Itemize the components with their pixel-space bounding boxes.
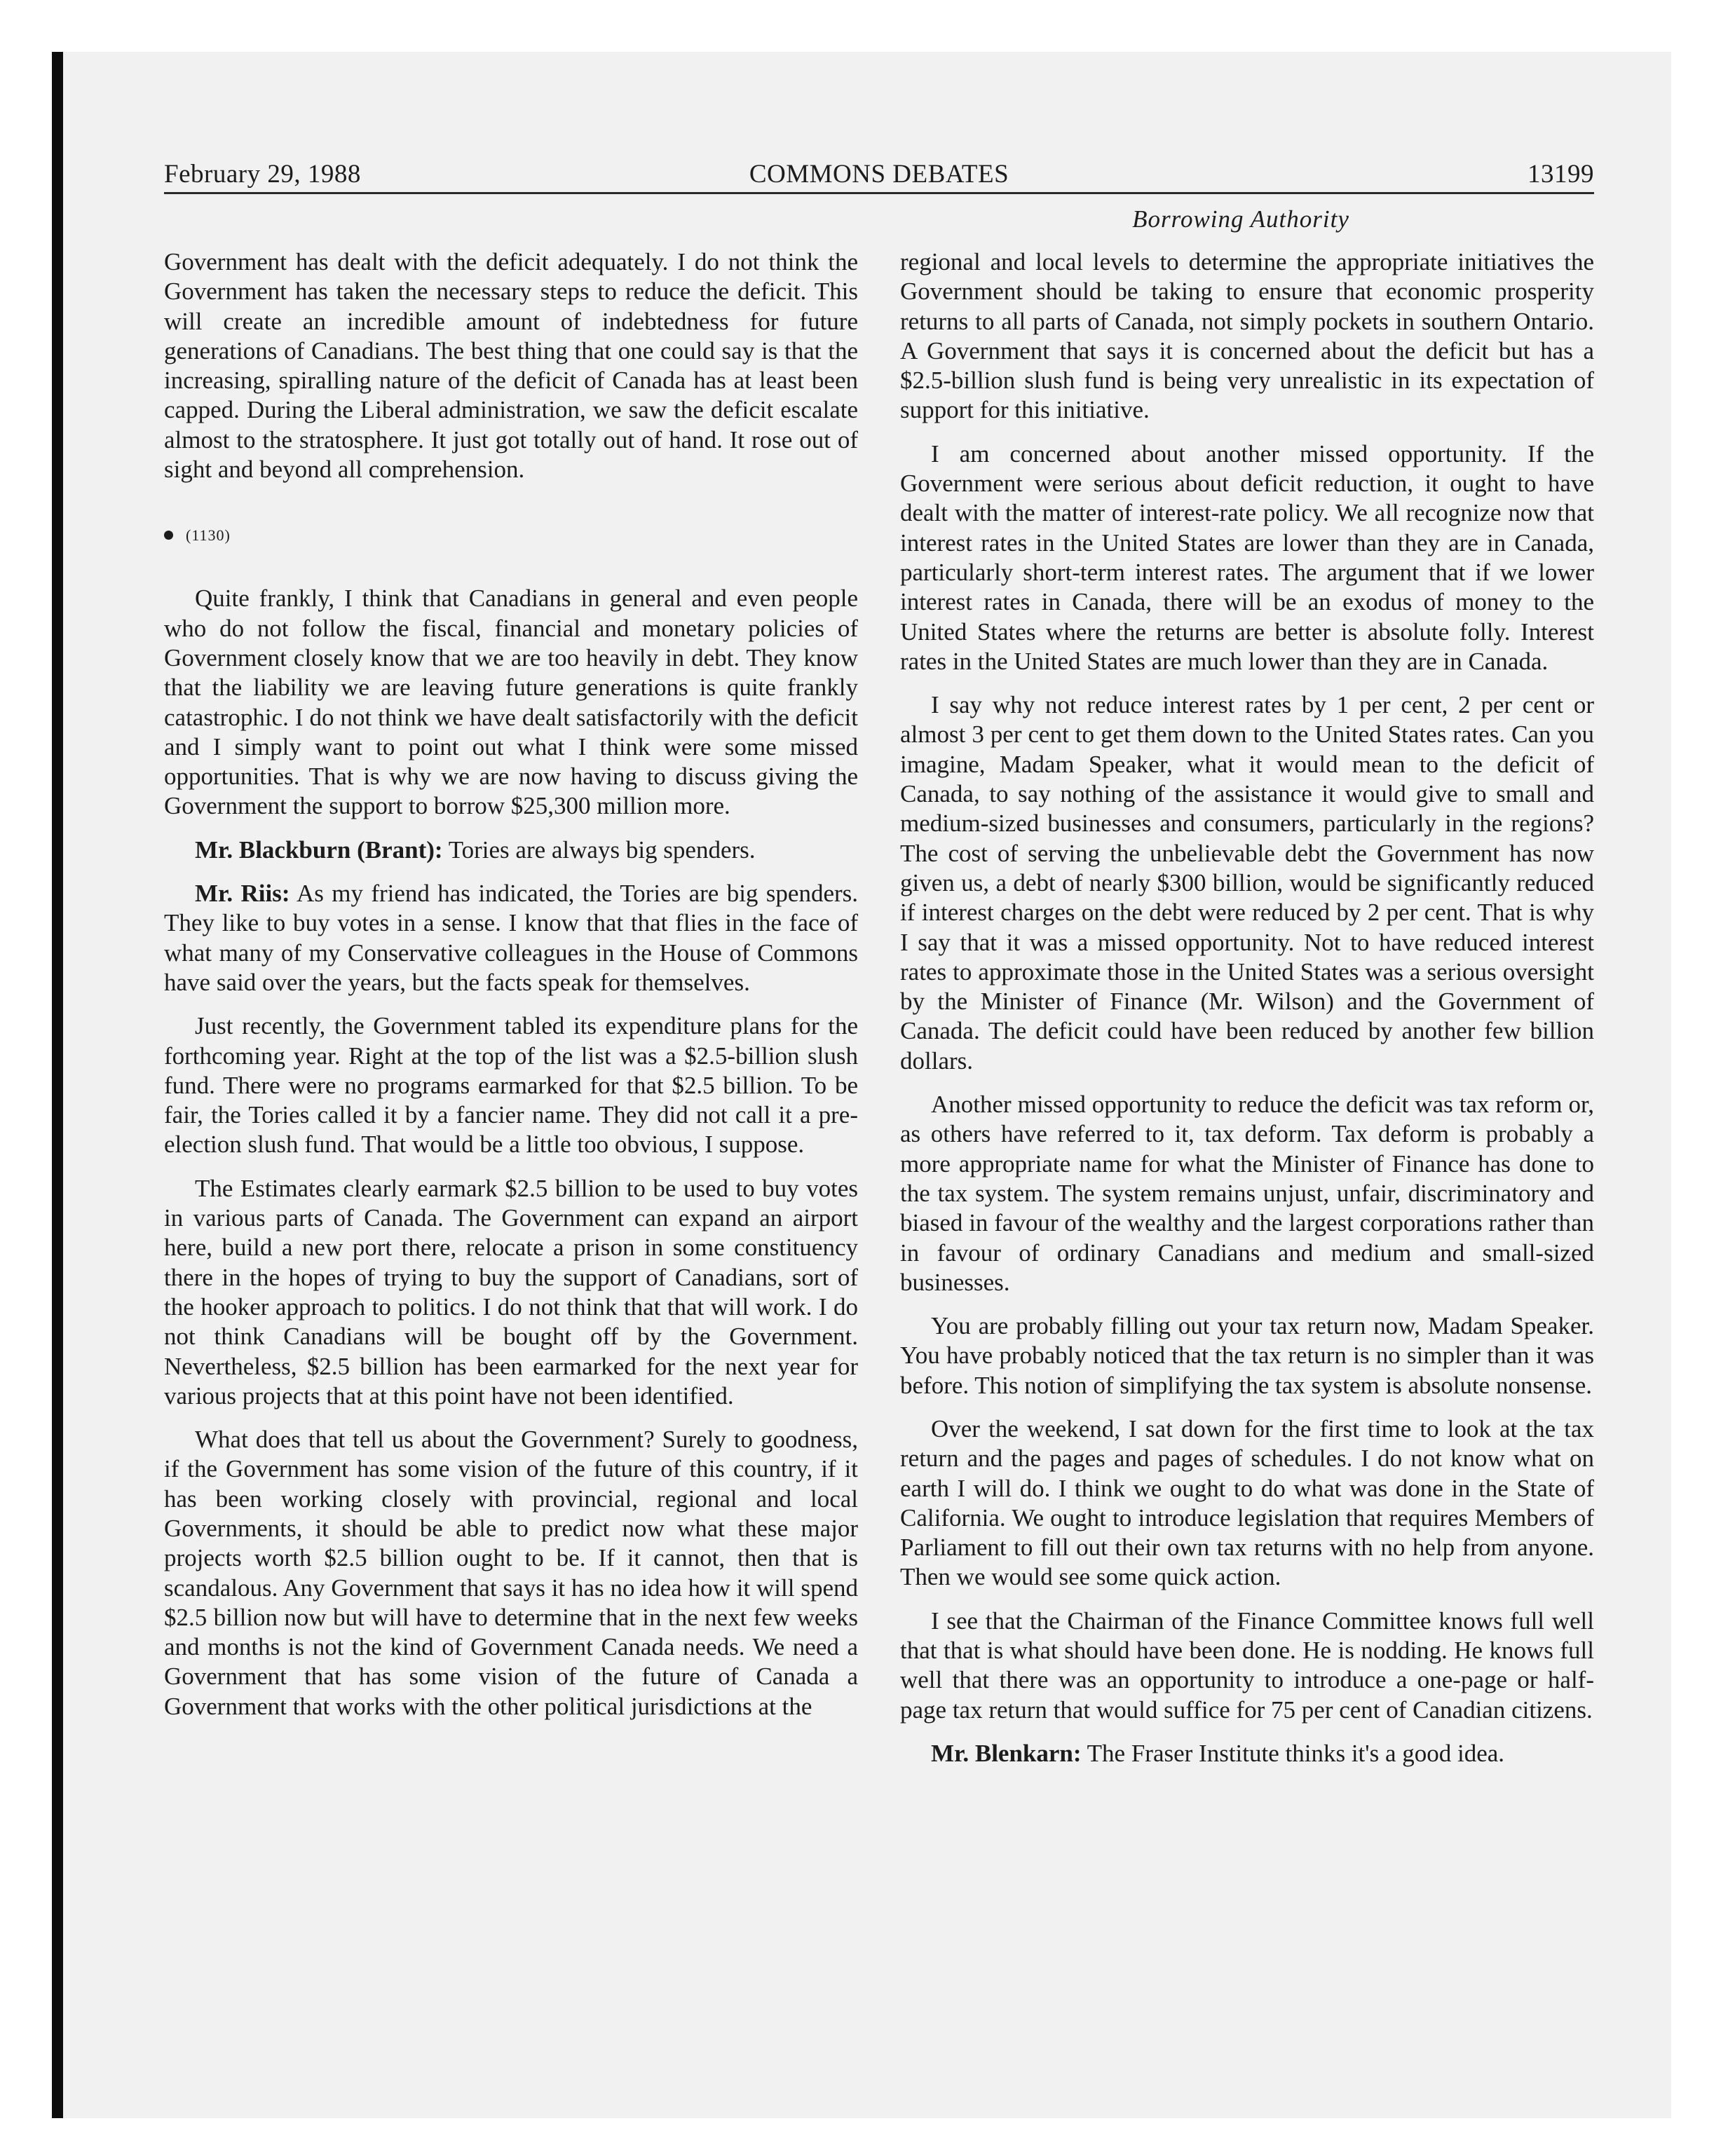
speech-text: Tories are always big spenders. <box>442 835 756 864</box>
header-publication: COMMONS DEBATES <box>749 160 1009 189</box>
paragraph: Government has dealt with the deficit adequately. I do not think the Government has taken the necessary steps to reduce the deficit. This will create an incredible amount of indebtedness for future generations of Canadians. The best thing that one could say is that the increasing, spiralling nature of the deficit of Canada has at least been capped. During the Liberal administration, we saw the deficit escalate almost to the stratosphere. It just got totally out of hand. It rose out of sight and beyond all comprehension. <box>164 248 858 484</box>
header-date: February 29, 1988 <box>164 160 361 189</box>
paragraph: Quite frankly, I think that Canadians in general and even people who do not follow the fiscal, financial and monetary policies of Government closely know that we are too heavily in debt. They know that the liability we are leaving future generations is quite frankly catastrophic. I do not think we have dealt satisfactorily with the deficit and I simply want to point out what I think were some missed opportunities. That is why we are now having to discuss giving the Government the support to borrow $25,300 million more. <box>164 585 858 820</box>
paragraph: The Estimates clearly earmark $2.5 billion to be used to buy votes in various parts of Canada. The Government can expand an airport here, build a new port there, relocate a prison in some constituency there in the hopes of trying to buy the support of Canadians, sort of the hooker approach to politics. I do not think that that will work. I do not think Canadians will be bought off by the Government. Nevertheless, $2.5 billion has been earmarked for the next year for various projects that at this point have not been identified. <box>164 1174 858 1410</box>
header-page-number: 13199 <box>1528 160 1594 189</box>
running-head: Borrowing Authority <box>1132 205 1349 233</box>
time-marker-text: (1130) <box>186 526 231 545</box>
speech-paragraph <box>900 1739 1594 1768</box>
paragraph: You are probably filling out your tax return now, Madam Speaker. You have probably noticed that the tax return is no simpler than it was before. This notion of simplifying the tax system is absolute nonsense. <box>900 1312 1594 1399</box>
paragraph: What does that tell us about the Government? Surely to goodness, if the Government has some vision of the future of this country, if it has been working closely with provincial, regional and local Governments, it should be able to predict now what these major projects worth $2.5 billion ought to be. If it cannot, then that is scandalous. Any Government that says it has no idea how it will spend $2.5 billion now but will have to determine that in the next few weeks and months is not the kind of Government Canada needs. We need a Government that has some vision of the future of Canada a Government that works with the other political jurisdictions at the <box>164 1426 858 1720</box>
left-column <box>164 247 858 1721</box>
binding-edge <box>52 52 63 2118</box>
paragraph: I say why not reduce interest rates by 1 per cent, 2 per cent or almost 3 per cent to get them down to the United States rates. Can you imagine, Madam Speaker, what it would mean to the deficit of Canada, to say nothing of the assistance it would give to small and medium-sized businesses and consumers, particularly in the regions? The cost of serving the unbelievable debt the Government has now given us, a debt of nearly $300 billion, would be significantly reduced if interest charges on the debt were reduced by 2 per cent. That is why I say that it was a missed opportunity. Not to have reduced interest rates to approximate those in the United States was a serious oversight by the Minister of Finance (Mr. Wilson) and the Government of Canada. The deficit could have been reduced by another few billion dollars. <box>900 691 1594 1074</box>
page-header <box>164 157 1594 192</box>
paragraph: I see that the Chairman of the Finance Committee knows full well that that is what should have been done. He is nodding. He knows full well that there was an opportunity to introduce a one-page or half-page tax return that would suffice for 75 per cent of Canadian citizens. <box>900 1606 1594 1724</box>
bullet-icon <box>164 531 173 540</box>
speech-paragraph <box>164 879 858 997</box>
right-column <box>900 247 1594 1768</box>
header-rule <box>164 192 1594 194</box>
speaker-name: Mr. Blenkarn: <box>931 1739 1082 1767</box>
paragraph: Over the weekend, I sat down for the first time to look at the tax return and the pages and pages of schedules. I do not know what on earth I will do. I think we ought to do what was done in the State of California. We ought to introduce legislation that requires Members of Parliament to fill out their own tax returns with no help from anyone. Then we would see some quick action. <box>900 1414 1594 1591</box>
paragraph: Another missed opportunity to reduce the deficit was tax reform or, as others have referred to it, tax deform. Tax deform is probably a more appropriate name for what the Minister of Finance has done to the tax system. The system remains unjust, unfair, discriminatory and biased in favour of the wealthy and the largest corporations rather than in favour of ordinary Canadians and medium and small-sized businesses. <box>900 1091 1594 1296</box>
time-marker <box>164 518 858 550</box>
paragraph: regional and local levels to determine the appropriate initiatives the Government should be taking to ensure that economic prosperity returns to all parts of Canada, not simply pockets in southern Ontario. A Government that says it is concerned about the deficit but has a $2.5-billion slush fund is being very unrealistic in its expectation of support for this initiative. <box>900 248 1594 424</box>
speech-text: As my friend has indicated, the Tories are big spenders. They like to buy votes in a sense. I know that that flies in the face of what many of my Conservative colleagues in the House of Commons have said over the years, but the facts speak for themselves. <box>164 880 859 996</box>
speaker-name: Mr. Riis: <box>195 880 290 908</box>
paragraph: I am concerned about another missed opportunity. If the Government were serious about deficit reduction, it ought to have dealt with the matter of interest-rate policy. We all recognize now that interest rates in the United States are lower than they are in Canada, particularly short-term interest rates. The argument that if we lower interest rates in Canada, there will be an exodus of money to the United States where the returns are better is absolute folly. Interest rates in the United States are much lower than they are in Canada. <box>900 439 1594 675</box>
speaker-name: Mr. Blackburn (Brant): <box>195 835 443 864</box>
speech-paragraph <box>164 835 858 865</box>
speech-text: The Fraser Institute thinks it's a good idea. <box>1081 1739 1505 1767</box>
paragraph: Just recently, the Government tabled its expenditure plans for the forthcoming year. Right at the top of the list was a $2.5-billion slush fund. There were no programs earmarked for that $2.5 billion. To be fair, the Tories called it by a fancier name. They did not call it a pre-election slush fund. That would be a little too obvious, I suppose. <box>164 1012 858 1159</box>
